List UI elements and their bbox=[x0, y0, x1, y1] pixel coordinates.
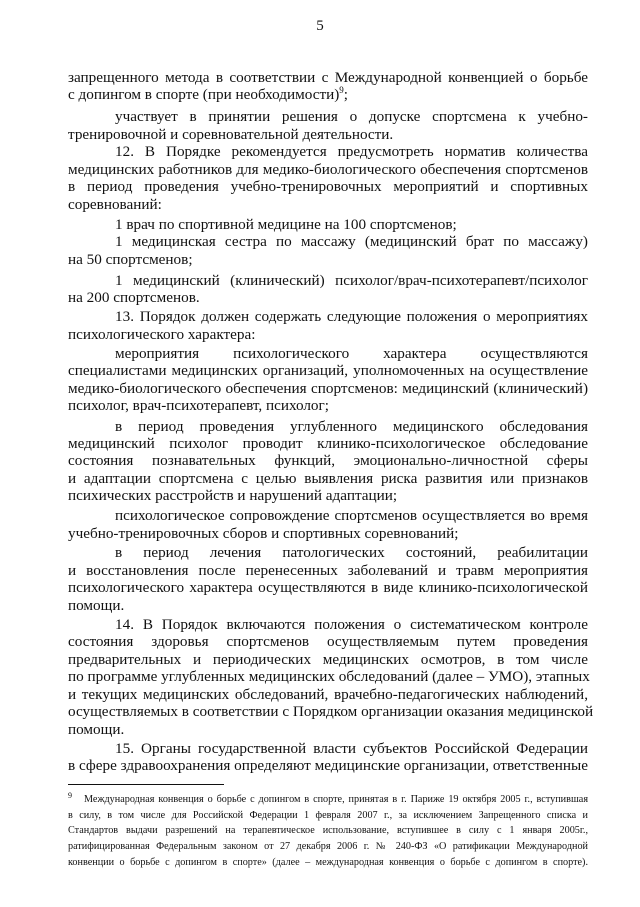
text-line: запрещенного метода в соответствии с Международной конвенцией о борьбе bbox=[68, 69, 588, 86]
text-line: состояния здоровья спортсменов осуществляемым путем проведения bbox=[68, 633, 588, 650]
text-line: 14. В Порядок включаются положения о систематическом контроле bbox=[115, 616, 588, 633]
text-line: и адаптации спортсмена с целью выявления риска развития или признаков bbox=[68, 470, 588, 487]
footnote-line: Международная конвенция о борьбе с допингом в спорте, принятая в г. Париже 19 октября 2005 г., вступившая bbox=[84, 794, 588, 805]
footnote-separator bbox=[68, 784, 224, 785]
footnote-reference: 9 bbox=[339, 84, 344, 95]
text-line: в период проведения учебно-тренировочных мероприятий и спортивных bbox=[68, 178, 588, 195]
footnote-line: в силу, в том числе для Российской Федерации 1 февраля 2007 г., за исключением Запрещенного списка и bbox=[68, 810, 588, 821]
text-line: психических расстройств и нарушений адаптации; bbox=[68, 487, 398, 504]
text-line: психолог, врач-психотерапевт, психолог; bbox=[68, 397, 329, 414]
text-line: участвует в принятии решения о допуске спортсмена к учебно- bbox=[115, 108, 588, 125]
text-line: осуществляемых в соответствии с Порядком организации оказания медицинской bbox=[68, 703, 594, 720]
text-line: 1 медицинский (клинический) психолог/врач-психотерапевт/психолог bbox=[115, 272, 588, 289]
text-line: в период проведения углубленного медицинского обследования bbox=[115, 418, 588, 435]
text-line: в период лечения патологических состояний, реабилитации bbox=[115, 544, 588, 561]
text-line: состояния познавательных функций, эмоционально-личностной сферы bbox=[68, 452, 588, 469]
text-line: в сфере здравоохранения определяют медицинские организации, ответственные bbox=[68, 757, 588, 774]
text-line-content: с допингом в спорте (при необходимости) bbox=[68, 86, 340, 103]
text-line: 1 врач по спортивной медицине на 100 спортсменов; bbox=[115, 216, 457, 233]
text-line: медико-биологического обеспечения спортсменов: медицинский (клинический) bbox=[68, 380, 588, 397]
text-line: учебно-тренировочных сборов и спортивных соревнований; bbox=[68, 525, 459, 542]
text-line: и текущих медицинских обследований, врачебно-педагогических наблюдений, bbox=[68, 686, 588, 703]
text-line: по программе углубленных медицинских обследований (далее – УМО), этапных bbox=[68, 668, 590, 685]
text-line: мероприятия психологического характера осуществляются bbox=[115, 345, 588, 362]
text-line: специалистами медицинских организаций, уполномоченных на осуществление bbox=[68, 362, 588, 379]
text-line: помощи. bbox=[68, 721, 125, 738]
page-number: 5 bbox=[316, 18, 324, 34]
text-line: медицинский психолог проводит клинико-психологическое обследование bbox=[68, 435, 588, 452]
footnote-mark-wrap bbox=[68, 792, 84, 808]
text-line: психологическое сопровождение спортсменов осуществляется во время bbox=[115, 507, 588, 524]
text-line: 12. В Порядке рекомендуется предусмотреть норматив количества bbox=[115, 143, 588, 160]
footnote-mark: 9 bbox=[68, 790, 72, 800]
text-line: предварительных и периодических медицинских осмотров, в том числе bbox=[68, 651, 588, 668]
text-line: на 50 спортсменов; bbox=[68, 251, 193, 268]
text-line: медицинских работников для медико-биологического обеспечения спортсменов bbox=[68, 161, 588, 178]
footnote-line: конвенции о борьбе с допингом в спорте» (далее – международная конвенция о борьбе с допингом в спорте). bbox=[68, 857, 588, 868]
text-line: 1 медицинская сестра по массажу (медицинский брат по массажу) bbox=[115, 233, 588, 250]
text-line: на 200 спортсменов. bbox=[68, 289, 200, 306]
text-line: с допингом в спорте (при необходимости)$^9$; bbox=[68, 84, 349, 103]
text-line: психологического характера: bbox=[68, 326, 256, 343]
footnote-line: ратифицированная Федеральным законом от 27 декабря 2006 г. № 240-ФЗ «О ратификации Международной bbox=[68, 841, 588, 852]
text-line: помощи. bbox=[68, 597, 125, 614]
footnote-line: Стандартов выдачи разрешений на терапевтическое использование, вступившее в силу с 1 января 2005г., bbox=[68, 825, 588, 836]
text-line: и восстановления после перенесенных заболеваний и травм мероприятия bbox=[68, 562, 588, 579]
text-line: 15. Органы государственной власти субъектов Российской Федерации bbox=[115, 740, 588, 757]
text-line: психологического характера осуществляются в виде клинико-психологической bbox=[68, 579, 588, 596]
text-line: тренировочной и соревновательной деятельности. bbox=[68, 126, 394, 143]
text-line: соревнований: bbox=[68, 196, 162, 213]
text-line: 13. Порядок должен содержать следующие положения о мероприятиях bbox=[115, 308, 588, 325]
